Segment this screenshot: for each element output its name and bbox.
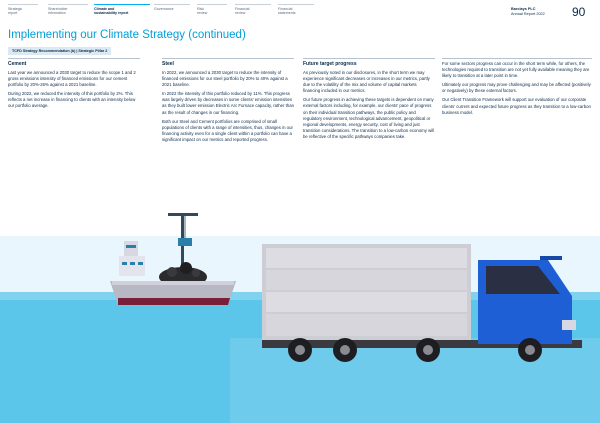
road-area — [230, 338, 600, 423]
column-heading: Steel — [162, 61, 174, 67]
paragraph: For some sectors progress can occur in the short term while, for others, the technologies required to transition are not yet fully available meaning they are likely to transition at a later point in time. — [442, 61, 590, 79]
column-heading: Future target progress — [303, 61, 357, 67]
paragraph: Both our Steel and Cement portfolios are comprised of small populations of clients with a range of intensities, thus, changes in our financing activity even for a single client within a portfolio can have a significant impact on our metrics and reported progress. — [162, 118, 293, 142]
nav-tab-climate-sustainability[interactable]: Climate and sustainability report — [94, 7, 150, 16]
paragraph: Our future progress in achieving these targets is dependent on many external factors including, for example, our clients' pace of progress on their individual transition pathways, the public policy and regulatory environment, technological advancement, geopolitical or regional developments, energy security, cost of living and just transition considerations. The transition to a low-carbon economy will be reflective of the specific pathways companies take. — [303, 97, 435, 139]
column-heading: Cement — [8, 61, 27, 67]
paragraph: In 2022, we announced a 2030 target to reduce the intensity of financed emissions for our steel portfolio by 20% to 40% against a 2021 baseline. — [162, 70, 288, 88]
brand-name: Barclays PLC — [511, 7, 536, 11]
column-cement — [8, 61, 140, 113]
top-navigation — [8, 7, 592, 25]
paragraph: Ultimately our progress may prove challenging and may be affected (positively or negatively) by these external factors. — [442, 82, 591, 94]
paragraph: Last year we announced a 2030 target to reduce the scope 1 and 2 gross emissions intensity of financed emissions for our cement portfolio by 20%-26% against a 2021 baseline. — [8, 70, 136, 88]
paragraph: In 2022 the intensity of this portfolio reduced by 11%. This progress was largely driven by decreases in some clients' emission intensities as they built lower emission Electric Arc Furnace capacity, rather than as the result of changes in our financing. — [162, 91, 294, 115]
ship-bridge — [124, 241, 138, 257]
nav-tab-governance[interactable]: Governance — [154, 7, 190, 11]
nav-tab-risk-review[interactable]: Risk review — [197, 7, 227, 16]
ship-stripe — [118, 298, 230, 305]
paragraph: As previously noted in our disclosures, in the short term we may experience significant decreases or increases in our metrics, partly due to the volatility of the mix and volume of capital markets financing included in our metrics. — [303, 70, 430, 94]
tcfd-tag: TCFD Strategy Recommendation (b) | Strategic Pillar 2 — [8, 47, 111, 55]
nav-tab-shareholder-information[interactable]: Shareholder information — [48, 7, 88, 16]
nav-tab-financial-review[interactable]: Financial review — [235, 7, 271, 16]
report-brand — [511, 7, 545, 16]
crane-arm — [168, 213, 198, 216]
column-steel — [162, 61, 294, 146]
truck-headlight — [562, 320, 576, 330]
page-title: Implementing our Climate Strategy (continued) — [8, 29, 246, 41]
paragraph: During 2022, we reduced the intensity of this portfolio by 2%. This reflects a net increase in financing to clients with an intensity below our portfolio average. — [8, 91, 136, 109]
truck — [262, 244, 582, 362]
nav-tab-financial-statements[interactable]: Financial statements — [278, 7, 314, 16]
page-number: 90 — [572, 5, 586, 19]
column-future-target-progress — [303, 61, 435, 143]
ship-cabin — [119, 256, 145, 276]
column-continued — [442, 61, 592, 119]
nav-tab-strategic-report[interactable]: Strategic report — [8, 7, 38, 16]
paragraph: Our Client Transition Framework will support our evaluation of our corporate clients' current and expected future progress as they transition to a low-carbon business model. — [442, 97, 591, 115]
report-name: Annual Report 2022 — [511, 11, 545, 16]
crane-hook — [178, 238, 192, 246]
